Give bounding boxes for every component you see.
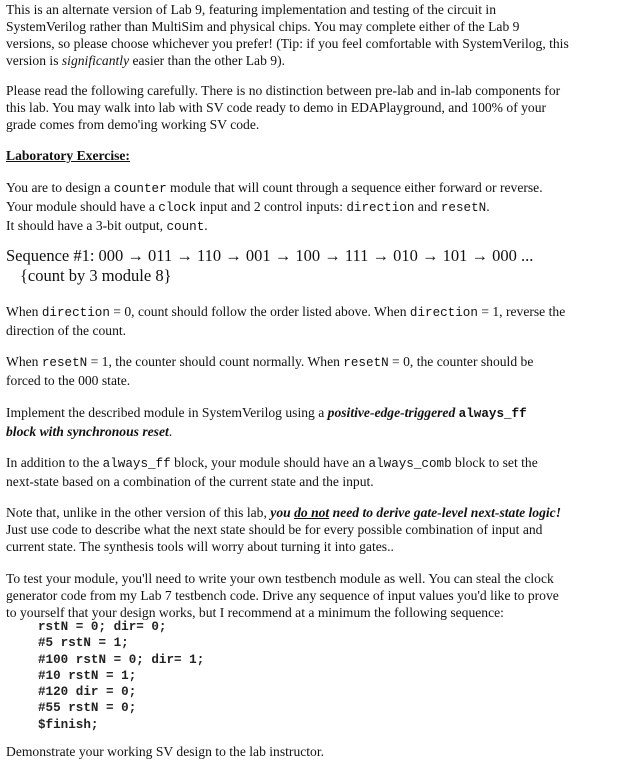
design-text: input and 2 control inputs: [196, 199, 347, 214]
read-note-line-3: grade comes from demo'ing working SV code. [6, 117, 260, 132]
design-paragraph [6, 179, 632, 236]
code-line: #120 dir = 0; [38, 685, 137, 700]
sequence-line-1: Sequence #1: 000 → 011 → 110 → 001 → 100 → 111 → 010 → 101 → 000 ... [6, 246, 534, 265]
implement-emphasis: block with synchronous reset [6, 424, 169, 439]
code-line: $finish; [38, 717, 99, 732]
code-clock: clock [158, 201, 197, 215]
code-resetN: resetN [440, 201, 487, 215]
code-line: #10 rstN = 1; [38, 668, 137, 683]
test-line-1: To test your module, you'll need to write your own testbench module as well. You can steal the clock [6, 571, 554, 586]
design-text: . [486, 199, 490, 214]
intro-line-4 [6, 52, 632, 69]
comb-line-1 [6, 454, 632, 473]
sequence-line-2: {count by 3 module 8} [20, 266, 172, 285]
intro-paragraph [6, 1, 632, 69]
design-line-2 [6, 198, 632, 217]
code-line: rstN = 0; dir= 0; [38, 620, 167, 634]
note-line-1 [6, 504, 632, 521]
note-emphasis: need to derive gate-level next-state logic! [329, 505, 561, 520]
direction-line-1 [6, 303, 632, 322]
direction-text: When [6, 304, 42, 319]
read-note-line-1: Please read the following carefully. There is no distinction between pre-lab and in-lab components for [6, 83, 561, 98]
direction-text: = 1, reverse the [477, 304, 566, 319]
code-resetN: resetN [41, 356, 88, 370]
code-direction: direction [41, 306, 110, 320]
design-text: module that will count through a sequence either forward or reverse. [166, 180, 543, 195]
note-paragraph [6, 504, 632, 555]
intro-text-end: easier than the other Lab 9). [129, 53, 285, 68]
read-note-paragraph [6, 82, 632, 133]
section-heading-block [6, 147, 632, 164]
note-line-2: Just use code to describe what the next state should be for every possible combination of input and [6, 522, 543, 537]
code-counter: counter [113, 182, 167, 196]
reset-text: = 0, the counter should be [388, 354, 534, 369]
code-line: #100 rstN = 0; dir= 1; [38, 652, 205, 667]
section-heading: Laboratory Exercise: [6, 148, 130, 163]
closing-block [6, 743, 632, 760]
note-emphasis-underlined: do not [294, 505, 330, 520]
direction-line-2: direction of the count. [6, 323, 127, 338]
comb-text: In addition to the [6, 455, 103, 470]
read-note-line-2: this lab. You may walk into lab with SV code ready to demo in EDAPlayground, and 100% of your [6, 100, 547, 115]
design-text: . [204, 218, 208, 233]
note-emphasis: you [270, 505, 295, 520]
test-line-3: to yourself that your design works, but I recommend at a minimum the following sequence: [6, 605, 504, 620]
code-direction: direction [346, 201, 415, 215]
comb-paragraph [6, 454, 632, 490]
test-paragraph [6, 570, 632, 621]
reset-line-1 [6, 353, 632, 372]
design-text: Your module should have a [6, 199, 159, 214]
intro-line-3: versions, so please choose whichever you prefer! (Tip: if you feel comfortable with SystemVerilog, this [6, 36, 569, 51]
note-line-3: current state. The synthesis tools will worry about turning it into gates.. [6, 539, 394, 554]
testbench-code-block [38, 619, 598, 733]
implement-text: . [168, 424, 173, 439]
design-text: You are to design a [6, 180, 114, 195]
reset-text: = 1, the counter should count normally. When [87, 354, 344, 369]
code-always-ff: always_ff [102, 457, 171, 471]
sequence-block [6, 246, 632, 286]
implement-line-1 [6, 404, 632, 423]
code-line: #55 rstN = 0; [38, 701, 137, 716]
design-line-3 [6, 217, 632, 236]
implement-emphasis: positive-edge-triggered [327, 405, 459, 420]
code-always-ff: always_ff [458, 407, 527, 421]
code-resetN: resetN [343, 356, 389, 370]
code-line: #5 rstN = 1; [38, 636, 129, 651]
code-direction: direction [409, 306, 478, 320]
code-count: count [166, 220, 205, 234]
comb-text: block to set the [451, 455, 538, 470]
emphasis-significantly: significantly [61, 53, 130, 68]
direction-text: = 0, count should follow the order listed above. When [109, 304, 410, 319]
intro-text: version is [6, 53, 62, 68]
note-text: Note that, unlike in the other version of this lab, [6, 505, 271, 520]
intro-line-1: This is an alternate version of Lab 9, featuring implementation and testing of the circuit in [6, 2, 496, 17]
direction-paragraph [6, 303, 632, 339]
implement-text: Implement the described module in SystemVerilog using a [6, 405, 328, 420]
reset-text: When [6, 354, 42, 369]
implement-paragraph [6, 404, 632, 440]
test-line-2: generator code from my Lab 7 testbench code. Drive any sequence of input values you'd like to prove [6, 588, 559, 603]
reset-paragraph [6, 353, 632, 389]
comb-text: block, your module should have an [170, 455, 369, 470]
design-line-1 [6, 179, 632, 198]
design-text: and [414, 199, 441, 214]
reset-line-2: forced to the 000 state. [6, 373, 131, 388]
design-text: It should have a 3-bit output, [6, 218, 167, 233]
closing-line: Demonstrate your working SV design to the lab instructor. [6, 744, 325, 759]
comb-line-2: next-state based on a combination of the current state and the input. [6, 474, 374, 489]
code-always-comb: always_comb [368, 457, 452, 471]
implement-line-2 [6, 423, 632, 440]
intro-line-2: SystemVerilog rather than MultiSim and physical chips. You may complete either of the Lab 9 [6, 19, 520, 34]
